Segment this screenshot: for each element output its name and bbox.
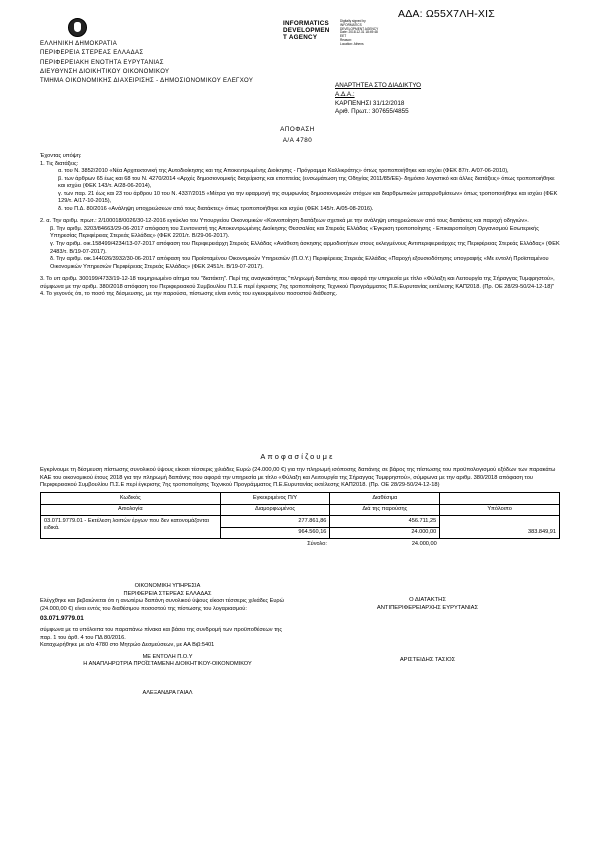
header-line: ΔΙΕΥΘΥΝΣΗ ΔΙΟΙΚΗΤΙΚΟΥ ΟΙΚΟΝΟΜΙΚΟΥ — [40, 68, 170, 75]
consideration-item: α. του Ν. 3852/2010 «Νέα Αρχιτεκτονική της Αυτοδιοίκησης και της Αποκεντρωμένης Διοίκησης - Πρόγραμμα Καλλικράτης» όπως τροποποιήθηκε και ισχύει (ΦΕΚ 87/τ. Α/07-06-2010), — [58, 168, 509, 175]
sum-label: Σύνολο: — [307, 540, 327, 547]
remaining-amount: 383.849,91 — [440, 516, 560, 539]
empty-cell — [440, 539, 560, 550]
approved-budget: 277.861,86 — [220, 516, 330, 528]
region-name: ΠΕΡΙΦΕΡΕΙΑ ΣΤΕΡΕΑΣ ΕΛΛΑΔΑΣ — [123, 590, 212, 597]
ada-code: ΑΔΑ: Ω55Χ7ΛΗ-ΧΙΣ — [398, 8, 495, 20]
signatory-name: ΑΛΕΞΑΝΔΡΑ ΓΑΙΑΛ — [142, 689, 193, 696]
agency-name — [283, 20, 330, 42]
consideration-item: γ. των παρ. 21 έως και 23 του άρθρου 10 του Ν. 4337/2015 «Μέτρα για την εφαρμογή της συμφωνίας δημοσιονομικών στόχων και διαρθρωτικών μεταρρυθμίσεων» όπως τροποποιήθηκε και ισχύει (ΦΕΚ 129/τ. Α/17-10-2015), — [58, 190, 558, 205]
hellenic-republic-emblem-icon — [68, 18, 87, 37]
protocol-number: Αριθ. Πρωτ.: 307655/4855 — [335, 108, 409, 116]
agency-line: DEVELOPMEN — [283, 27, 330, 35]
considerations — [40, 153, 560, 299]
kae-code: 03.071.9779.01 — [40, 615, 84, 623]
sum-value: 24.000,00 — [411, 540, 437, 547]
signature-line: EET — [340, 34, 347, 39]
consideration-item: γ. Την αριθμ. οικ.158499/4234/13-07-2017 απόφαση του Περιφερειάρχη Στερεάς Ελλάδας «Ανάθεση άσκησης αρμοδιοτήτων στους εκλεγμένους Αντιπεριφερειάρχες της Περιφέρειας Στερεάς Ελλάδας» (ΦΕΚ 2483/τ. Β/19-07-2017). — [50, 241, 560, 255]
financial-service-block — [40, 583, 295, 698]
publication-notice: ΑΝΑΡΤΗΤΕΑ ΣΤΟ ΔΙΑΔΙΚΤΥΟ — [335, 82, 422, 89]
agency-line: T AGENCY — [283, 34, 318, 42]
table-row — [41, 516, 560, 528]
place-date: ΚΑΡΠΕΝΗΣΙ 31/12/2018 — [335, 99, 405, 107]
signatory-title: Η ΑΝΑΠΛΗΡΩΤΡΙΑ ΠΡΟΪΣΤΑΜΕΝΗ ΔΙΟΙΚΗΤΙΚΟΥ-ΟΙΚΟΝΟΜΙΚΟΥ — [83, 661, 252, 668]
decision-title: ΑΠΟΦΑΣΗ — [280, 126, 315, 133]
signature-line: Reason: — [340, 37, 352, 42]
header-line: ΠΕΡΙΦΕΡΕΙΑ ΣΤΕΡΕΑΣ ΕΛΛΑΔΑΣ — [40, 50, 144, 57]
header-cell: Διά της παρούσης — [330, 504, 440, 516]
publication-block — [335, 82, 421, 117]
decision-number: Α/Α 4780 — [282, 136, 313, 144]
consideration-item: 3. Το υπ αριθμ. 300199/4733/19-12-18 τεκμηριωμένο αίτημα του "διατάκτη". Περί της αναγκαιότητας "πληρωμή δαπάνης που αφορά την υπηρεσία με τίτλο «Φύλαξη και Λειτουργία της Σήραγγας Τυμφρηστού», σύμφωνα με την αριθμ. 380/2018 απόφαση του Περιφερειακού Συμβουλίου Π.Σ.Ε περί έγκρισης 7ης τροποποίησης Τεχνικού Προγράμματος Π.Ε.Ευρυτανίας εκτέλεσης ΚΑΠ2018. (Πρ. ΟΕ 28/29-50/24-12-18)" — [40, 276, 555, 290]
header-cell: Κωδικός — [41, 493, 221, 505]
signature-line: Digitally signed by — [340, 19, 366, 23]
signature-line: Location: Athens — [340, 41, 364, 46]
consideration-item: δ. Την αριθμ. οικ.144026/3932/30-06-2017 απόφαση του Προϊσταμένου Οικονομικών Υπηρεσιών (Π.Ο.Υ.) Περιφέρειας Στερεάς Ελλάδας «Παροχή εξουσιοδότησης υπογραφής «Με εντολή Προϊσταμένου Οικονομικών Υπηρεσιών Περιφέρειας Στερεάς Ελλάδας» (ΦΕΚ 2451/τ. Β/19-07-2017). — [50, 256, 549, 270]
registration-text: Καταχωρήθηκε με α/α 4780 στο Μητρώο Δεσμεύσεων, με ΑΑ Βιβ:5401 — [40, 642, 215, 649]
authority-header — [40, 40, 340, 86]
empty-cell — [41, 539, 221, 550]
table-header-row — [41, 504, 560, 516]
digital-signature — [340, 20, 380, 47]
order-line: ΜΕ ΕΝΤΟΛΗ Π.Ο.Υ — [142, 653, 193, 660]
consideration-item: 1. Τις διατάξεις: — [40, 160, 79, 167]
considerations-intro: Έχοντας υπόψη: — [40, 153, 82, 159]
decision-title-block — [0, 125, 595, 146]
kae-description: 03.071.9779.01 - Εκτέλεση λοιπών έργων που δεν κατονομάζονται ειδικά. — [41, 516, 221, 539]
header-line: ΤΜΗΜΑ ΟΙΚΟΝΟΜΙΚΗΣ ΔΙΑΧΕΙΡΙΣΗΣ - ΔΗΜΟΣΙΟΝΟΜΙΚΟΥ ΕΛΕΓΧΟΥ — [40, 78, 254, 85]
consideration-item: 4. Το γεγονός ότι, το ποσό της δέσμευσης, με την παρούσα, πίστωσης είναι εντός του εγκεκριμένου ποσοστού διάθεσης. — [40, 291, 338, 298]
header-line: ΠΕΡΙΦΕΡΕΙΑΚΗ ΕΝΟΤΗΤΑ ΕΥΡΥΤΑΝΙΑΣ — [40, 59, 164, 66]
ada-label: Α.Δ.Α.: — [335, 90, 355, 98]
header-cell: Εγκεκριμένος Π/Υ — [220, 493, 330, 505]
conditions-text: σύμφωνα με τα υπόλοιπα του παραπάνω πίνακα και βάσει της συνδρομή των προϋποθέσεων της παρ. 1 του άρθ. 4 του ΠΔ 80/2016. — [40, 626, 283, 641]
shaped-budget: 964.560,16 — [220, 527, 330, 539]
table-sum-row — [41, 539, 560, 550]
authorizing-title: Ο ΔΙΑΤΑΚΤΗΣ — [409, 597, 446, 603]
verification-text: Ελέγχθηκε και βεβαιώνεται ότι η ανωτέρω δαπάνη συνολικού ύψους είκοσι τέσσερις χιλιάδες Ευρώ (24.000,00 €) είναι εντός του διαθέσιμου ποσοστού της πίστωσης του λογαριασμού: — [40, 598, 284, 612]
authorizing-officer-block — [300, 597, 555, 664]
budget-table — [40, 492, 560, 550]
service-name: ΟΙΚΟΝΟΜΙΚΗ ΥΠΗΡΕΣΙΑ — [134, 583, 201, 589]
consideration-item: β. των άρθρων 65 έως και 68 του Ν. 4270/2014 «Αρχές δημοσιονομικής διαχείρισης και εποπτείας (ενσωμάτωση της Οδηγίας 2011/85/ΕΕ)- δημόσιο λογιστικό και άλλες διατάξεις» όπως τροποποιήθηκε και ισχύει (ΦΕΚ 143/τ. Α/28-06-2014), — [58, 175, 555, 190]
agency-line: INFORMATICS — [283, 20, 330, 27]
consideration-item: 2. α. Την αριθμ. πρωτ.: 2/100018/0026/30-12-2016 εγκύκλιο του Υπουργείου Οικονομικών «Κοινοποίηση διατάξεων σχετικά με την ανάληψη υποχρεώσεων από τους διατάκτες και παροχή οδηγιών». — [40, 218, 529, 225]
header-line: ΕΛΛΗΝΙΚΗ ΔΗΜΟΚΡΑΤΙΑ — [40, 41, 118, 47]
header-cell — [440, 493, 560, 505]
decision-heading: Αποφασίζουμε — [260, 452, 335, 461]
available-amount: 456.711,25 — [330, 516, 440, 528]
signature-line: Date: 2018.12.31 18:49:48 — [340, 30, 378, 35]
consideration-item: δ. του Π.Δ. 80/2016 «Ανάληψη υποχρεώσεων από τους διατάκτες» όπως τροποποιήθηκε και ισχύει (ΦΕΚ 145/τ. Α/05-08-2016). — [58, 205, 374, 212]
decision-text: Εγκρίνουμε τη δέσμευση πίστωσης συνολικού ύψους είκοσι τέσσερις χιλιάδες Ευρώ (24.000,00 €) για την πληρωμή ισόποσης δαπάνης σε βάρος της πίστωσης του προϋπολογισμού εξόδων των παρακάτω ΚΑΕ του οικονομικού έτους 2018 για την πληρωμή δαπάνης που αφορά την υπηρεσία με τίτλο «Φύλαξη και Λειτουργία της Σήραγγας Τυμφρηστού», σύμφωνα με την αριθμ. 380/2018 απόφαση του Περιφερειακού Συμβουλίου Π.Σ.Ε περί έγκρισης 7ης τροποποίησης Τεχνικού Προγράμματος Π.Ε.Ευρυτανίας εκτέλεσης ΚΑΠ2018. (Πρ. ΟΕ 28/29-50/24-12-18) — [40, 467, 556, 489]
this-decision-amount: 24.000,00 — [330, 527, 440, 539]
considerations-list — [40, 161, 560, 299]
authorizing-role: ΑΝΤΙΠΕΡΙΦΕΡΕΙΑΡΧΗΣ ΕΥΡΥΤΑΝΙΑΣ — [376, 604, 479, 611]
header-cell: Αιτιολογία — [41, 504, 221, 516]
header-cell: Υπόλοιπο — [440, 504, 560, 516]
header-cell: Διαθέσιμα — [330, 493, 440, 505]
consideration-item: β. Την αριθμ. 3203/84663/29-06-2017 απόφαση του Συντονιστή της Αποκεντρωμένης Διοίκησης Θεσσαλίας και Στερεάς Ελλάδας «Έγκριση τροποποίησης - Επικαιροποίηση Οργανισμού Εσωτερικής Υπηρεσίας Περιφέρειας Στερεάς Ελλάδας» (ΦΕΚ 2201/τ. Β/29-06-2017). — [50, 225, 539, 240]
table-header-row — [41, 493, 560, 505]
signature-line: INFORMATICS DEVELOPMENT AGENCY — [340, 22, 379, 31]
header-cell: Διαμορφωμένος — [220, 504, 330, 516]
authorizing-name: ΑΡΙΣΤΕΙΔΗΣ ΤΑΣΙΟΣ — [399, 656, 456, 663]
